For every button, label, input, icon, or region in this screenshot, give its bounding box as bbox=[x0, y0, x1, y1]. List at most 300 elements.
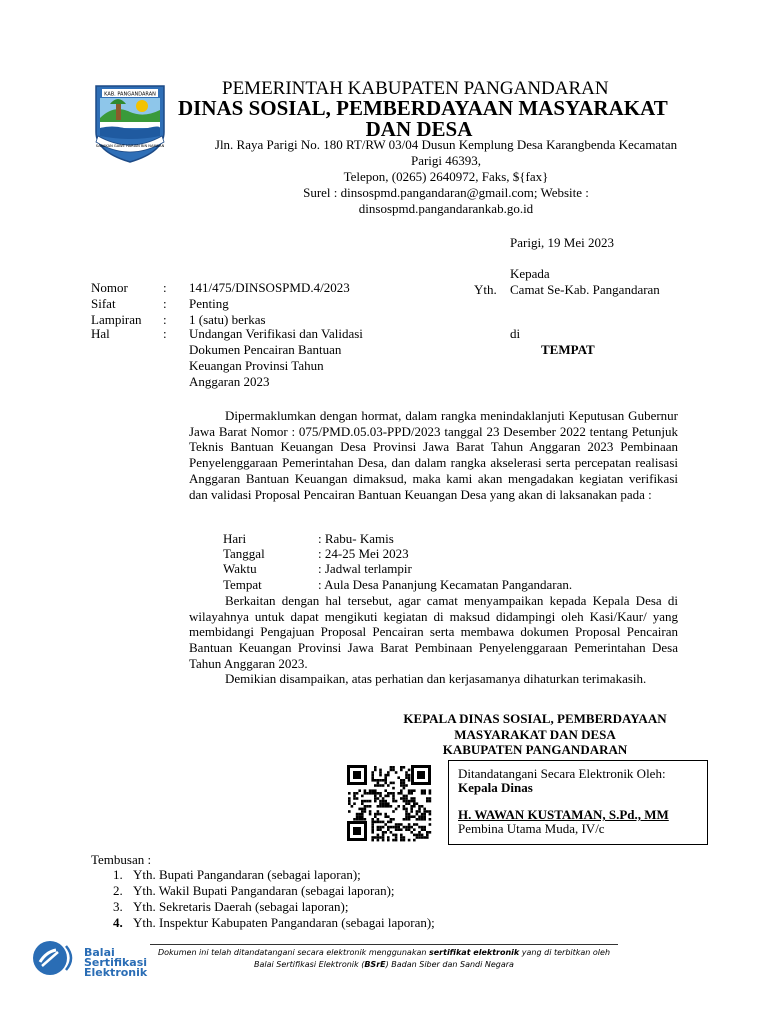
qr-module bbox=[374, 800, 377, 803]
qr-module bbox=[416, 810, 419, 813]
qr-module bbox=[361, 800, 364, 803]
qr-module bbox=[382, 836, 385, 839]
footer-text: Balai Sertifikasi Elektronik ( bbox=[254, 960, 365, 969]
qr-module bbox=[379, 774, 382, 777]
qr-module bbox=[416, 836, 419, 839]
qr-module bbox=[348, 797, 351, 800]
qr-module bbox=[405, 800, 408, 803]
qr-code bbox=[345, 763, 433, 843]
cc-text: Yth. Sekretaris Daerah (sebagai laporan); bbox=[133, 899, 349, 914]
contact-line: Telepon, (0265) 2640972, Faks, ${fax} bbox=[343, 169, 549, 184]
qr-module bbox=[395, 839, 398, 842]
qr-module bbox=[382, 802, 385, 805]
detail-label: Hari bbox=[223, 531, 247, 546]
qr-module bbox=[400, 834, 403, 837]
qr-module bbox=[379, 792, 382, 795]
qr-module bbox=[387, 802, 390, 805]
qr-module bbox=[405, 771, 408, 774]
qr-module bbox=[410, 792, 413, 795]
qr-module bbox=[364, 810, 367, 813]
qr-module bbox=[374, 779, 377, 782]
qr-module bbox=[384, 813, 387, 816]
qr-module bbox=[353, 802, 356, 805]
qr-module bbox=[423, 813, 426, 816]
qr-module bbox=[410, 797, 413, 800]
footer-emphasis: sertifikat elektronik bbox=[428, 948, 520, 957]
detail-value: : Aula Desa Pananjung Kecamatan Pangandaran. bbox=[318, 577, 573, 592]
qr-module bbox=[410, 815, 413, 818]
cc-number: 4. bbox=[113, 915, 123, 930]
cc-title: Tembusan : bbox=[91, 852, 152, 867]
qr-module bbox=[429, 792, 432, 795]
qr-module bbox=[369, 813, 372, 816]
qr-module bbox=[421, 815, 424, 818]
qr-module bbox=[382, 779, 385, 782]
qr-module bbox=[387, 792, 390, 795]
qr-module bbox=[374, 821, 377, 824]
qr-module bbox=[403, 797, 406, 800]
meta-value bbox=[189, 326, 363, 390]
cc-text: Yth. Inspektur Kabupaten Pangandaran (sebagai laporan); bbox=[133, 915, 435, 930]
qr-module bbox=[421, 828, 424, 831]
qr-module bbox=[423, 826, 426, 829]
qr-module bbox=[371, 831, 374, 834]
qr-module bbox=[364, 808, 367, 811]
cc-item bbox=[113, 899, 435, 915]
qr-module bbox=[400, 836, 403, 839]
qr-module bbox=[416, 823, 419, 826]
detail-label: Waktu bbox=[223, 561, 257, 576]
cc-item bbox=[113, 867, 435, 883]
qr-module bbox=[397, 823, 400, 826]
qr-module bbox=[358, 789, 361, 792]
qr-module bbox=[410, 826, 413, 829]
qr-module bbox=[429, 797, 432, 800]
qr-module bbox=[377, 821, 380, 824]
qr-module bbox=[379, 800, 382, 803]
qr-module bbox=[358, 813, 361, 816]
qr-module bbox=[405, 813, 408, 816]
qr-module bbox=[371, 818, 374, 821]
qr-module bbox=[387, 815, 390, 818]
recipient-di: di bbox=[510, 326, 521, 341]
qr-module bbox=[384, 823, 387, 826]
qr-module bbox=[395, 823, 398, 826]
qr-module bbox=[361, 813, 364, 816]
qr-module bbox=[403, 808, 406, 811]
qr-module bbox=[392, 800, 395, 803]
qr-module bbox=[426, 810, 429, 813]
qr-module bbox=[377, 779, 380, 782]
qr-module bbox=[405, 795, 408, 798]
bsre-line: Balai bbox=[84, 946, 115, 959]
qr-module bbox=[423, 792, 426, 795]
qr-module bbox=[369, 805, 372, 808]
meta-label: Hal bbox=[91, 326, 110, 341]
qr-module bbox=[382, 800, 385, 803]
detail-value: : Jadwal terlampir bbox=[318, 561, 412, 576]
qr-module bbox=[374, 797, 377, 800]
qr-module bbox=[418, 831, 421, 834]
meta-value: Penting bbox=[189, 296, 229, 311]
e-signature-caption: Ditandatangani Secara Elektronik Oleh: bbox=[458, 766, 666, 781]
qr-module bbox=[361, 802, 364, 805]
qr-module bbox=[379, 784, 382, 787]
qr-module bbox=[390, 769, 393, 772]
qr-module bbox=[400, 779, 403, 782]
qr-module bbox=[348, 800, 351, 803]
qr-module bbox=[382, 839, 385, 842]
qr-module bbox=[403, 782, 406, 785]
qr-module bbox=[377, 826, 380, 829]
qr-module bbox=[400, 828, 403, 831]
qr-module bbox=[405, 776, 408, 779]
qr-module bbox=[397, 826, 400, 829]
cc-number: 1. bbox=[113, 867, 123, 882]
qr-module bbox=[369, 789, 372, 792]
meta-value: 141/475/DINSOSPMD.4/2023 bbox=[189, 280, 350, 295]
qr-module bbox=[413, 800, 416, 803]
signer-name: H. WAWAN KUSTAMAN, S.Pd., MM bbox=[458, 807, 669, 822]
meta-label: Nomor bbox=[91, 280, 128, 295]
subject-line: Dokumen Pencairan Bantuan bbox=[189, 342, 342, 357]
qr-module bbox=[356, 813, 359, 816]
qr-module bbox=[408, 815, 411, 818]
recipient-yth: Yth. bbox=[474, 282, 497, 297]
qr-module bbox=[374, 769, 377, 772]
qr-module bbox=[353, 797, 356, 800]
qr-module bbox=[361, 795, 364, 798]
qr-module bbox=[403, 818, 406, 821]
qr-module bbox=[397, 828, 400, 831]
qr-module bbox=[392, 792, 395, 795]
qr-module bbox=[371, 774, 374, 777]
qr-module bbox=[374, 795, 377, 798]
qr-module bbox=[392, 797, 395, 800]
qr-module bbox=[384, 831, 387, 834]
qr-module bbox=[410, 810, 413, 813]
qr-module bbox=[387, 821, 390, 824]
qr-module bbox=[379, 828, 382, 831]
qr-module bbox=[426, 834, 429, 837]
qr-module bbox=[410, 789, 413, 792]
detail-row-tempat bbox=[223, 577, 573, 593]
qr-module bbox=[371, 823, 374, 826]
website-line: dinsospmd.pangandarankab.go.id bbox=[358, 201, 534, 216]
qr-module bbox=[390, 821, 393, 824]
address-block bbox=[166, 137, 726, 217]
qr-module bbox=[413, 805, 416, 808]
qr-module bbox=[390, 766, 393, 769]
qr-module bbox=[348, 792, 351, 795]
qr-module bbox=[421, 805, 424, 808]
signatory-title-line: KEPALA DINAS SOSIAL, PEMBERDAYAAN bbox=[403, 711, 667, 726]
qr-module bbox=[408, 792, 411, 795]
logo-text: KAB. PANGANDARAN bbox=[104, 91, 156, 98]
qr-module bbox=[405, 802, 408, 805]
detail-label: Tempat bbox=[223, 577, 262, 592]
qr-module bbox=[405, 828, 408, 831]
qr-module bbox=[423, 808, 426, 811]
qr-module bbox=[382, 826, 385, 829]
logo-motto: SARAKAN GAWE HARIAN BIN NAMAAN bbox=[95, 144, 165, 148]
qr-module bbox=[374, 789, 377, 792]
qr-module bbox=[374, 792, 377, 795]
footer-divider bbox=[150, 944, 618, 945]
footer-emphasis: BSrE bbox=[364, 960, 386, 969]
cc-text: Yth. Wakil Bupati Pangandaran (sebagai laporan); bbox=[133, 883, 395, 898]
qr-module bbox=[403, 836, 406, 839]
qr-module bbox=[384, 774, 387, 777]
qr-module bbox=[371, 821, 374, 824]
qr-module bbox=[418, 818, 421, 821]
qr-module bbox=[423, 815, 426, 818]
qr-module bbox=[413, 789, 416, 792]
qr-module bbox=[421, 836, 424, 839]
qr-module bbox=[395, 808, 398, 811]
qr-module bbox=[384, 802, 387, 805]
qr-module bbox=[392, 826, 395, 829]
qr-module bbox=[413, 797, 416, 800]
qr-module bbox=[410, 831, 413, 834]
qr-module bbox=[408, 818, 411, 821]
qr-module bbox=[382, 821, 385, 824]
qr-module bbox=[371, 828, 374, 831]
qr-module bbox=[379, 771, 382, 774]
qr-module bbox=[387, 774, 390, 777]
qr-module bbox=[403, 839, 406, 842]
qr-module bbox=[426, 800, 429, 803]
qr-module bbox=[418, 805, 421, 808]
qr-module bbox=[379, 826, 382, 829]
address-line: Jln. Raya Parigi No. 180 RT/RW 03/04 Dusun Kemplung Desa Karangbenda Kecamatan bbox=[214, 137, 678, 152]
qr-module bbox=[384, 795, 387, 798]
qr-module bbox=[423, 828, 426, 831]
qr-module bbox=[413, 839, 416, 842]
qr-module bbox=[374, 836, 377, 839]
detail-value: : Rabu- Kamis bbox=[318, 531, 394, 546]
recipient-kepada: Kepada bbox=[510, 266, 550, 281]
qr-module bbox=[384, 789, 387, 792]
qr-module bbox=[408, 823, 411, 826]
qr-module bbox=[421, 826, 424, 829]
qr-module bbox=[387, 795, 390, 798]
subject-line: Keuangan Provinsi Tahun bbox=[189, 358, 324, 373]
department-title-line1: DINAS SOSIAL, PEMBERDAYAAN MASYARAKAT bbox=[178, 96, 668, 120]
qr-module bbox=[356, 797, 359, 800]
qr-module bbox=[369, 810, 372, 813]
qr-module bbox=[405, 797, 408, 800]
qr-module bbox=[379, 779, 382, 782]
qr-module bbox=[371, 776, 374, 779]
qr-module bbox=[429, 831, 432, 834]
qr-module bbox=[413, 828, 416, 831]
qr-module bbox=[408, 828, 411, 831]
qr-module bbox=[400, 784, 403, 787]
cc-text: Yth. Bupati Pangandaran (sebagai laporan); bbox=[133, 867, 361, 882]
qr-module bbox=[374, 784, 377, 787]
recipient-place: TEMPAT bbox=[541, 342, 595, 357]
qr-module bbox=[400, 769, 403, 772]
qr-module bbox=[387, 836, 390, 839]
qr-module bbox=[392, 787, 395, 790]
qr-module bbox=[408, 802, 411, 805]
cc-item bbox=[113, 915, 435, 931]
qr-module bbox=[429, 818, 432, 821]
qr-module bbox=[426, 797, 429, 800]
qr-module bbox=[400, 839, 403, 842]
subject-line: Anggaran 2023 bbox=[189, 374, 270, 389]
qr-module bbox=[390, 792, 393, 795]
qr-module bbox=[416, 834, 419, 837]
qr-module bbox=[371, 789, 374, 792]
meta-label: Lampiran bbox=[91, 312, 142, 327]
qr-module bbox=[374, 815, 377, 818]
qr-module bbox=[408, 813, 411, 816]
qr-module bbox=[408, 774, 411, 777]
qr-module bbox=[348, 810, 351, 813]
qr-module bbox=[390, 826, 393, 829]
bsre-line: Sertifikasi bbox=[84, 956, 148, 969]
footer-line-2 bbox=[150, 959, 618, 971]
qr-module bbox=[408, 789, 411, 792]
qr-module bbox=[400, 823, 403, 826]
footer-text: Dokumen ini telah ditandatangani secara elektronik menggunakan bbox=[157, 948, 429, 957]
qr-module bbox=[426, 836, 429, 839]
qr-module bbox=[387, 805, 390, 808]
qr-module bbox=[410, 800, 413, 803]
meta-label: Sifat bbox=[91, 296, 116, 311]
qr-module bbox=[429, 810, 432, 813]
qr-module bbox=[405, 774, 408, 777]
qr-module bbox=[377, 797, 380, 800]
qr-module bbox=[418, 826, 421, 829]
qr-module bbox=[390, 782, 393, 785]
qr-module bbox=[377, 839, 380, 842]
qr-module bbox=[395, 828, 398, 831]
qr-module bbox=[413, 834, 416, 837]
signer-position: Kepala Dinas bbox=[458, 780, 533, 795]
qr-module bbox=[369, 792, 372, 795]
qr-module bbox=[379, 795, 382, 798]
qr-module bbox=[371, 826, 374, 829]
detail-value: : 24-25 Mei 2023 bbox=[318, 546, 409, 561]
qr-module bbox=[379, 802, 382, 805]
qr-module bbox=[384, 805, 387, 808]
meta-colon: : bbox=[163, 280, 167, 295]
qr-module bbox=[384, 779, 387, 782]
qr-module bbox=[410, 808, 413, 811]
qr-module bbox=[390, 805, 393, 808]
qr-module bbox=[423, 818, 426, 821]
qr-module bbox=[392, 795, 395, 798]
cc-item bbox=[113, 883, 435, 899]
qr-module bbox=[403, 795, 406, 798]
detail-row-waktu bbox=[223, 561, 412, 577]
qr-module bbox=[421, 813, 424, 816]
qr-module bbox=[366, 800, 369, 803]
qr-module bbox=[429, 789, 432, 792]
qr-module bbox=[374, 813, 377, 816]
qr-module bbox=[377, 810, 380, 813]
qr-module bbox=[358, 808, 361, 811]
qr-module bbox=[353, 795, 356, 798]
qr-module bbox=[356, 792, 359, 795]
qr-module bbox=[384, 815, 387, 818]
qr-module bbox=[379, 805, 382, 808]
qr-module bbox=[416, 818, 419, 821]
meta-colon: : bbox=[163, 312, 167, 327]
qr-module bbox=[405, 815, 408, 818]
qr-module bbox=[387, 826, 390, 829]
qr-module bbox=[410, 805, 413, 808]
qr-module bbox=[413, 802, 416, 805]
qr-module bbox=[390, 818, 393, 821]
qr-module bbox=[408, 776, 411, 779]
qr-module bbox=[369, 800, 372, 803]
qr-module bbox=[418, 810, 421, 813]
signatory-title-line: MASYARAKAT DAN DESA bbox=[454, 726, 616, 742]
qr-module bbox=[403, 826, 406, 829]
qr-module bbox=[405, 808, 408, 811]
qr-module bbox=[400, 766, 403, 769]
qr-module bbox=[377, 805, 380, 808]
qr-module bbox=[371, 792, 374, 795]
bsre-logo-text bbox=[84, 948, 147, 978]
qr-module bbox=[382, 797, 385, 800]
qr-module bbox=[429, 813, 432, 816]
qr-module bbox=[421, 789, 424, 792]
qr-module bbox=[364, 805, 367, 808]
qr-module bbox=[405, 810, 408, 813]
signer-rank: Pembina Utama Muda, IV/c bbox=[458, 821, 605, 836]
detail-row-hari bbox=[223, 531, 394, 547]
qr-module bbox=[377, 813, 380, 816]
qr-module bbox=[384, 782, 387, 785]
qr-module bbox=[392, 782, 395, 785]
qr-module bbox=[382, 834, 385, 837]
meta-colon: : bbox=[163, 296, 167, 311]
qr-module bbox=[379, 769, 382, 772]
qr-module bbox=[377, 836, 380, 839]
qr-module bbox=[395, 836, 398, 839]
qr-module bbox=[408, 839, 411, 842]
qr-module bbox=[421, 818, 424, 821]
qr-module bbox=[408, 826, 411, 829]
qr-module bbox=[379, 813, 382, 816]
qr-module bbox=[351, 805, 354, 808]
cc-list bbox=[113, 867, 435, 931]
bsre-line: Elektronik bbox=[84, 966, 148, 979]
qr-module bbox=[377, 828, 380, 831]
email-line: Surel : dinsospmd.pangandaran@gmail.com; Website : bbox=[303, 185, 589, 200]
footer-text: ) Badan Siber dan Sandi Negara bbox=[385, 960, 514, 969]
qr-module bbox=[413, 823, 416, 826]
qr-module bbox=[400, 797, 403, 800]
signatory-title bbox=[370, 711, 700, 758]
meta-value: 1 (satu) berkas bbox=[189, 312, 266, 327]
body-paragraph-2: Berkaitan dengan hal tersebut, agar camat menyampaikan kepada Kepala Desa di wilayahnya untuk dapat mengikuti kegiatan di maksud didampingi oleh Kasi/Kaur/ yang membidangi Pengajuan Proposal Pencairan serta membawa dokumen Proposal Pencairan Bantuan Keuangan Provinsi Jawa Barat Pembinaan Penyelenggaraan Pemerintahan Desa Tahun Anggaran 2023. bbox=[189, 593, 678, 671]
qr-module bbox=[413, 815, 416, 818]
qr-module bbox=[400, 789, 403, 792]
qr-module bbox=[364, 800, 367, 803]
qr-module bbox=[348, 802, 351, 805]
qr-module bbox=[395, 834, 398, 837]
qr-module bbox=[405, 818, 408, 821]
recipient-name: Camat Se-Kab. Pangandaran bbox=[510, 282, 660, 297]
bsre-logo-icon bbox=[30, 938, 82, 978]
qr-module bbox=[387, 828, 390, 831]
